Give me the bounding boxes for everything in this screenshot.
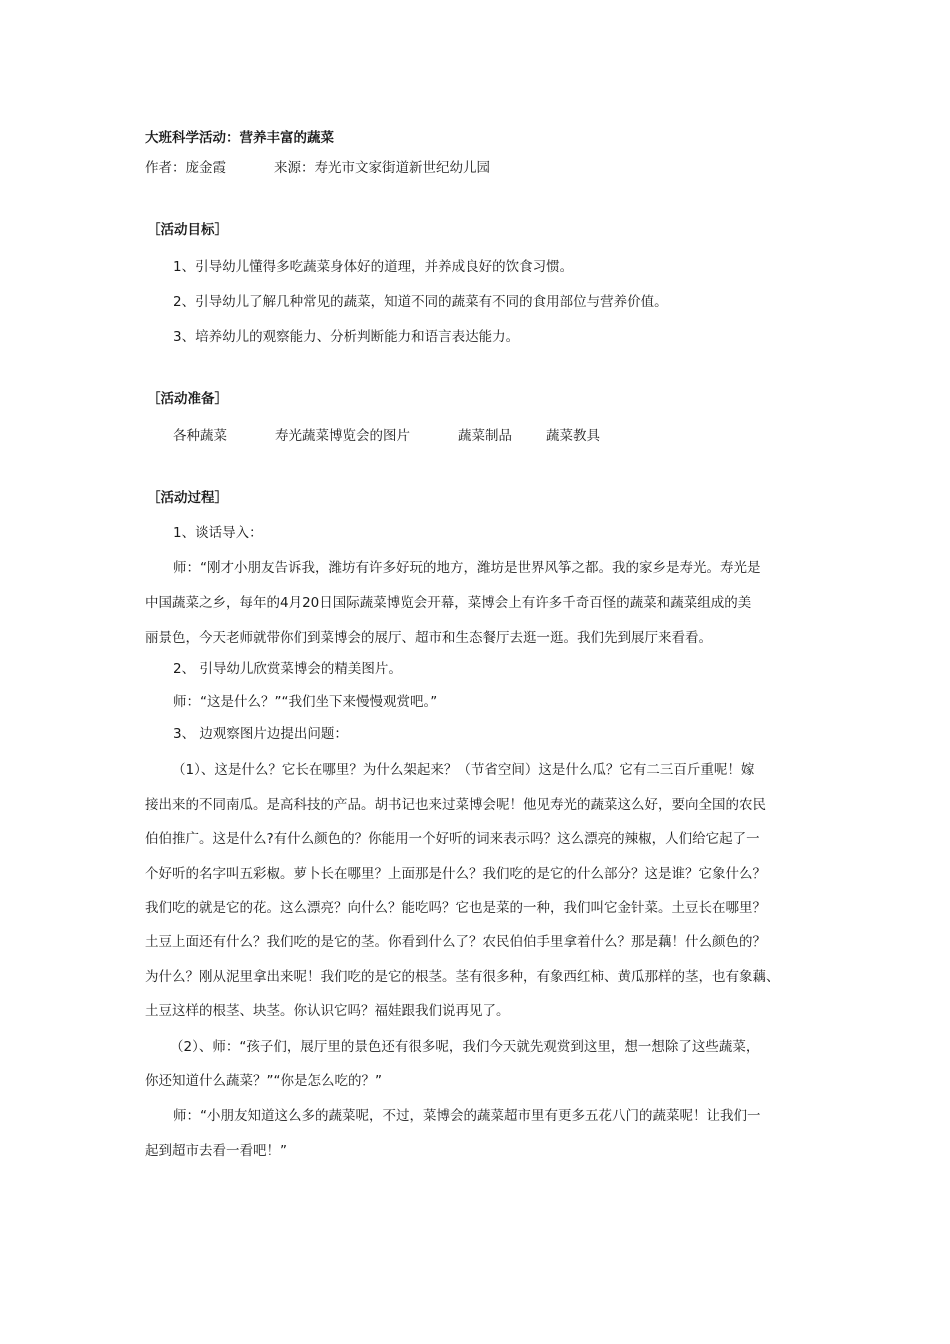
process-line: 伯伯推广。这是什么?有什么颜色的？你能用一个好听的词来表示吗？这么漂亮的辣椒，人们给它起了一 [145, 831, 760, 847]
process-line: 丽景色，今天老师就带你们到菜博会的展厅、超市和生态餐厅去逛一逛。我们先到展厅来看看。 [145, 630, 712, 646]
process-line: 你还知道什么蔬菜？”“你是怎么吃的？” [145, 1073, 382, 1089]
process-heading: ［活动过程］ [147, 490, 228, 506]
prep-item: 蔬菜制品 [458, 428, 512, 444]
process-line: 中国蔬菜之乡，每年的4月20日国际蔬菜博览会开幕，菜博会上有许多千奇百怪的蔬菜和蔬菜组成的美 [145, 595, 752, 611]
process-line: 师：“小朋友知道这么多的蔬菜呢，不过，菜博会的蔬菜超市里有更多五花八门的蔬菜呢！让我们一 [173, 1108, 761, 1124]
prep-item: 各种蔬菜 [173, 428, 227, 444]
process-line: 师：“这是什么？”“我们坐下来慢慢观赏吧。” [173, 694, 438, 710]
process-line: 2、 引导幼儿欣赏菜博会的精美图片。 [173, 661, 402, 677]
prep-item: 蔬菜教具 [546, 428, 600, 444]
process-line: 起到超市去看一看吧！” [145, 1143, 287, 1159]
process-line: 3、 边观察图片边提出问题： [173, 726, 348, 742]
goal-item: 3、培养幼儿的观察能力、分析判断能力和语言表达能力。 [173, 329, 520, 345]
prep-heading: ［活动准备］ [147, 391, 228, 407]
goal-item: 1、引导幼儿懂得多吃蔬菜身体好的道理，并养成良好的饮食习惯。 [173, 259, 574, 275]
process-line: 个好听的名字叫五彩椒。萝卜长在哪里？上面那是什么？我们吃的是它的什么部分？这是谁？它象什么？ [145, 866, 766, 882]
process-line: 1、谈话导入： [173, 525, 263, 541]
author: 作者：庞金霞 [145, 160, 226, 176]
goal-heading: ［活动目标］ [147, 222, 228, 238]
prep-list [173, 426, 600, 446]
process-line: 师：“刚才小朋友告诉我，潍坊有许多好玩的地方，潍坊是世界风筝之都。我的家乡是寿光。寿光是 [173, 560, 761, 576]
byline [145, 158, 490, 178]
source: 来源：寿光市文家街道新世纪幼儿园 [274, 160, 490, 176]
process-line: 土豆这样的根茎、块茎。你认识它吗？福娃跟我们说再见了。 [145, 1003, 510, 1019]
process-line: 土豆上面还有什么？我们吃的是它的茎。你看到什么了？农民伯伯手里拿着什么？那是藕！什么颜色的？ [145, 934, 766, 950]
goal-item: 2、引导幼儿了解几种常见的蔬菜，知道不同的蔬菜有不同的食用部位与营养价值。 [173, 294, 668, 310]
process-line: （2）、师：“孩子们，展厅里的景色还有很多呢，我们今天就先观赏到这里，想一想除了这些蔬菜， [170, 1039, 760, 1055]
prep-item: 寿光蔬菜博览会的图片 [275, 428, 410, 444]
process-line: 我们吃的就是它的花。这么漂亮？向什么？能吃吗？它也是菜的一种，我们叫它金针菜。土豆长在哪里？ [145, 900, 766, 916]
process-line: （1）、这是什么？它长在哪里？为什么架起来？（节省空间）这是什么瓜？它有二三百斤重呢！嫁 [172, 762, 755, 778]
process-line: 为什么？刚从泥里拿出来呢！我们吃的是它的根茎。茎有很多种，有象西红柿、黄瓜那样的茎，也有象藕、 [145, 969, 780, 985]
process-line: 接出来的不同南瓜。是高科技的产品。胡书记也来过菜博会呢！他见寿光的蔬菜这么好，要向全国的农民 [145, 797, 766, 813]
doc-title: 大班科学活动：营养丰富的蔬菜 [145, 130, 334, 146]
